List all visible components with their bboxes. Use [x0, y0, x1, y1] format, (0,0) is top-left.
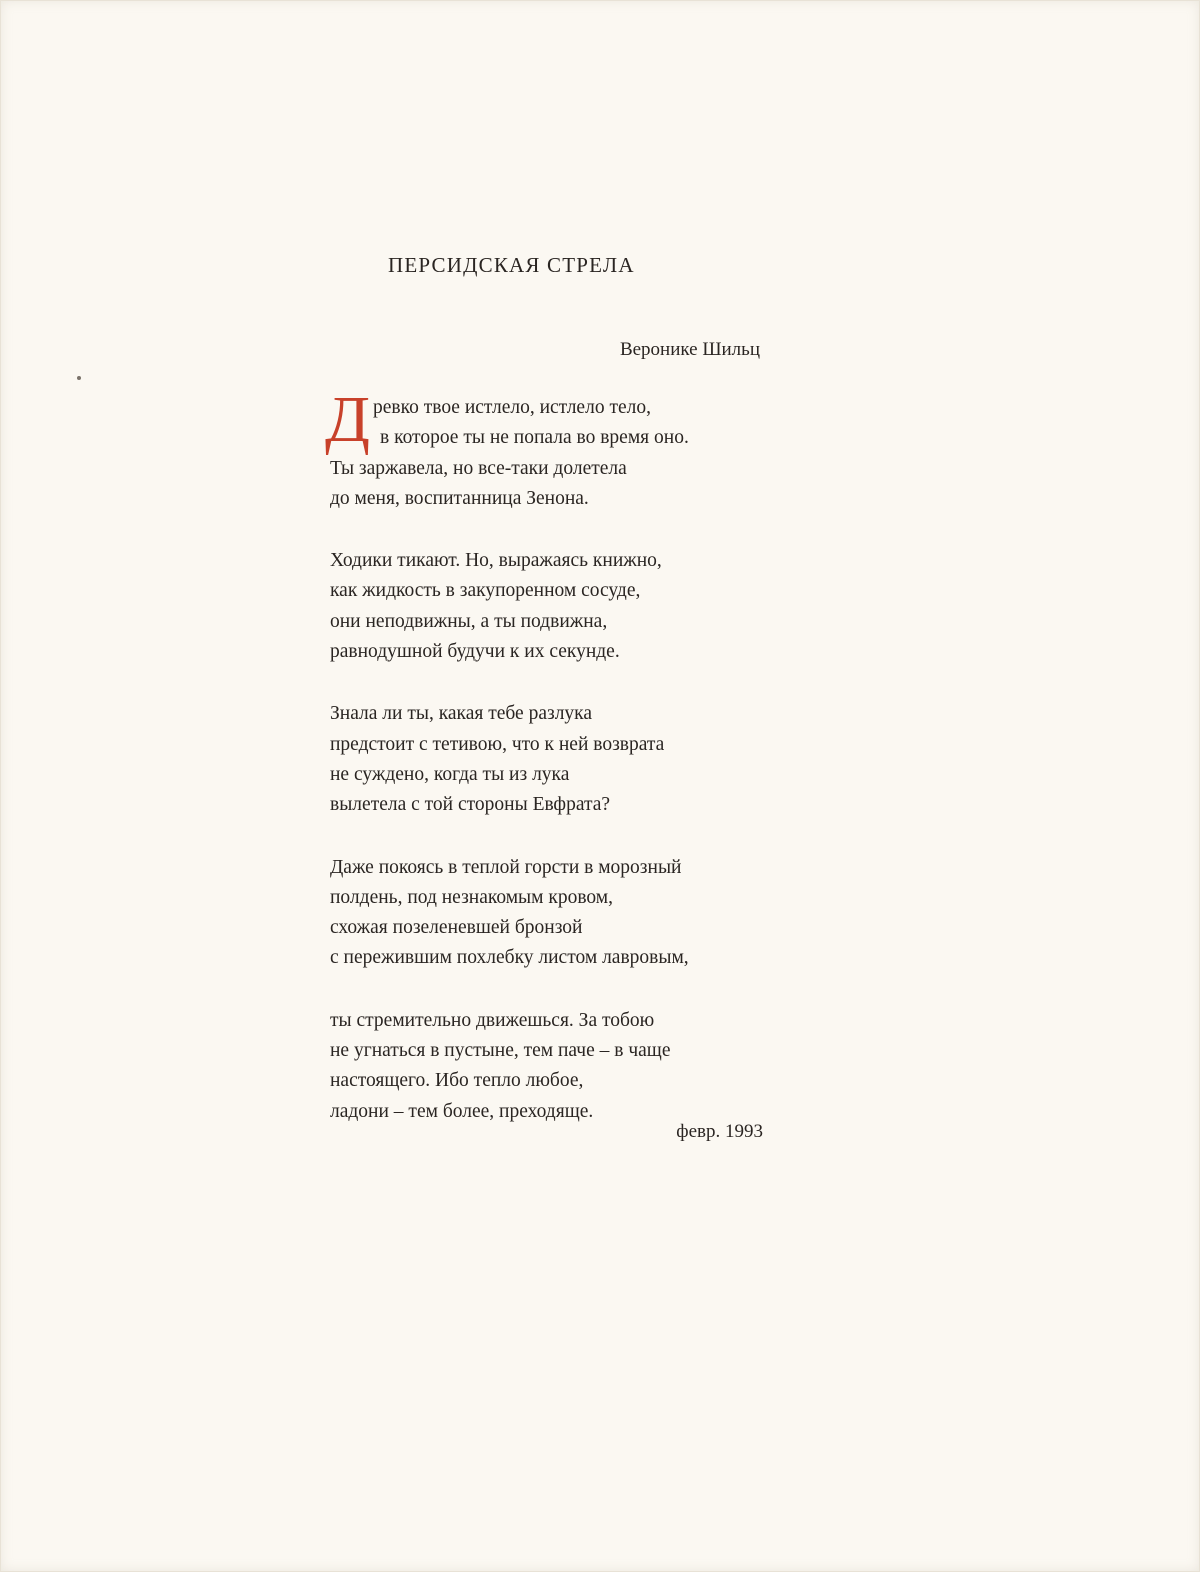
poem-line: предстоит с тетивою, что к ней возврата [330, 733, 665, 755]
poem-line: до меня, воспитанница Зенона. [330, 487, 589, 509]
poem-line: настоящего. Ибо тепло любое, [330, 1070, 584, 1092]
poem-line: с пережившим похлебку листом лавровым, [330, 947, 689, 969]
paper-speck [77, 376, 81, 380]
poem-title: ПЕРСИДСКАЯ СТРЕЛА [388, 253, 635, 277]
poem-line: схожая позеленевшей бронзой [330, 917, 583, 939]
poem-date: февр. 1993 [676, 1121, 763, 1142]
stanza-5 [330, 1006, 790, 1127]
poem-line: полдень, под незнакомым кровом, [330, 886, 614, 908]
stanza-2 [330, 546, 790, 667]
poem-line: ревко твое истлело, истлело тело, [373, 397, 651, 418]
poem-line: Ты заржавела, но все-таки долетела [330, 457, 627, 479]
poem-line: равнодушной будучи к их секунде. [330, 641, 620, 663]
stanza-1 [330, 393, 790, 514]
stanza-3 [330, 699, 790, 820]
poem-line: ты стремительно движешься. За тобою [330, 1009, 655, 1031]
poem-line: Знала ли ты, какая тебе разлука [330, 703, 593, 725]
poem-line: Ходики тикают. Но, выражаясь книжно, [330, 550, 662, 572]
drop-cap: Д [325, 383, 371, 456]
dedication: Веронике Шильц [619, 339, 760, 360]
poem-line: Даже покоясь в теплой горсти в морозный [330, 856, 682, 878]
poem-line: они неподвижны, а ты подвижна, [330, 610, 608, 632]
poem-line: не суждено, когда ты из лука [330, 763, 570, 785]
poem-line: в которое ты не попала во время оно. [380, 427, 689, 449]
poem-body [325, 383, 790, 1159]
poem-line: ладони – тем более, преходяще. [330, 1100, 594, 1122]
poem-line: не угнаться в пустыне, тем паче – в чаще [330, 1040, 671, 1062]
poem-line: вылетела с той стороны Евфрата? [330, 794, 611, 816]
poem-line: как жидкость в закупоренном сосуде, [330, 580, 641, 602]
stanza-4 [330, 853, 790, 974]
